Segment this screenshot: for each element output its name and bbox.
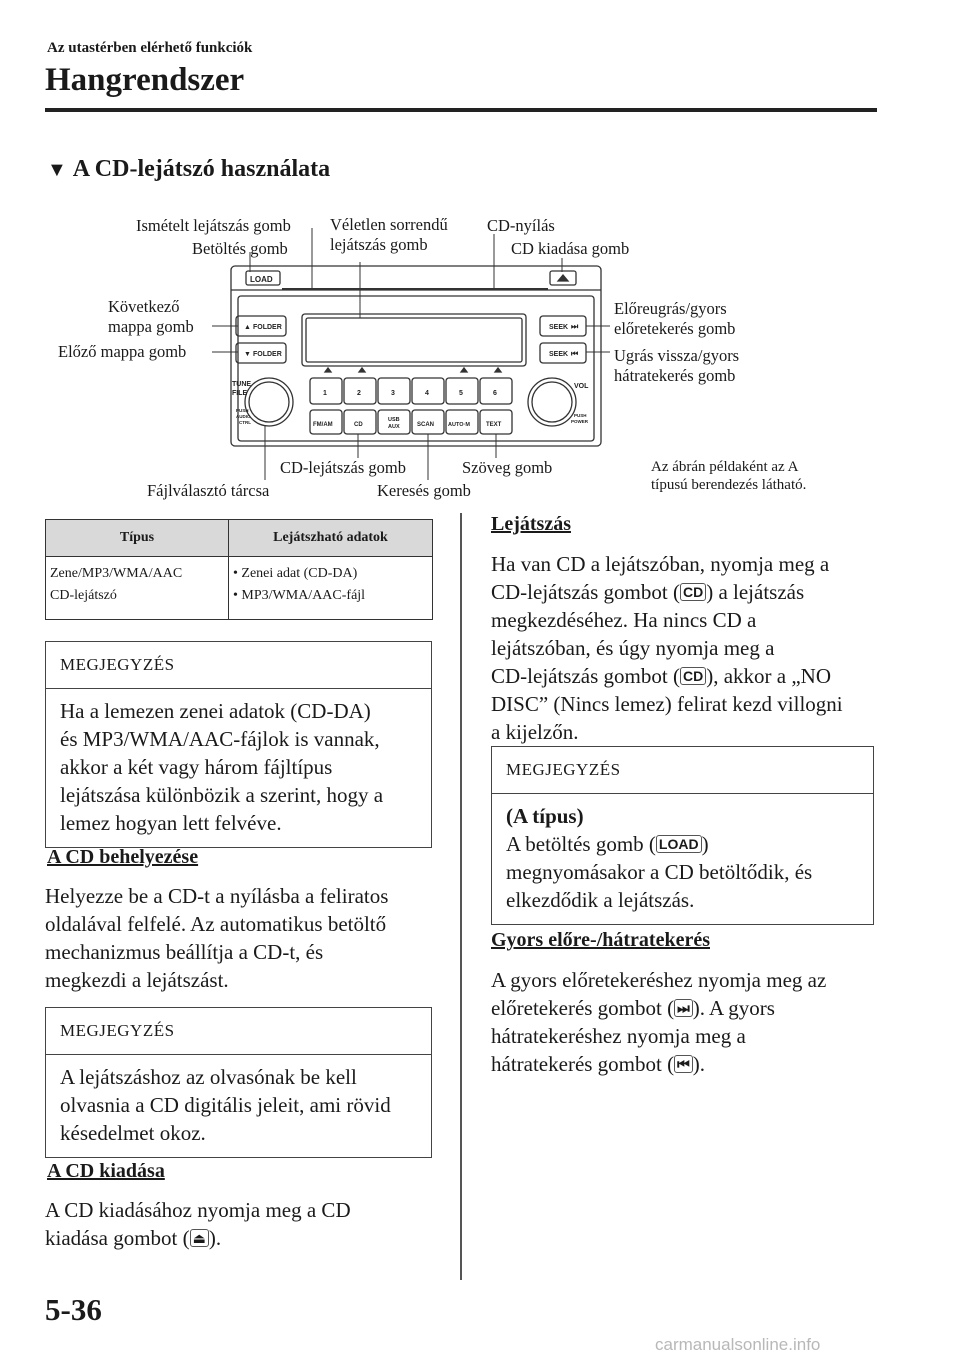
heading-play: Lejátszás bbox=[491, 513, 571, 535]
note-label: MEGJEGYZÉS bbox=[46, 1008, 431, 1055]
page-title: Hangrendszer bbox=[45, 62, 245, 98]
label-next-folder: Következő mappa gomb bbox=[108, 297, 194, 336]
svg-text:⏮: ⏮ bbox=[571, 349, 579, 358]
label-eject: CD kiadása gomb bbox=[511, 239, 630, 258]
next-track-icon: ⏭ bbox=[674, 999, 693, 1017]
page-number: 5-36 bbox=[45, 1292, 102, 1327]
device-preset-4: 4 bbox=[425, 390, 429, 397]
text-eject: A CD kiadásához nyomja meg a CD kiadása gombot ( ⏏ ). bbox=[45, 1198, 351, 1250]
device-text: TEXT bbox=[486, 422, 502, 428]
device-preset-2: 2 bbox=[357, 390, 361, 397]
cd-icon: CD bbox=[680, 583, 706, 601]
label-file-dial: Fájlválasztó tárcsa bbox=[147, 481, 270, 500]
watermark: carmanualsonline.info bbox=[655, 1335, 821, 1354]
figure-caption: Az ábrán példaként az A típusú berendezés látható. bbox=[651, 459, 807, 493]
playable-data-table bbox=[45, 519, 433, 620]
device-folder-up: ▲ bbox=[244, 324, 251, 331]
label-seek-fwd: Előreugrás/gyors előretekerés gomb bbox=[614, 299, 736, 338]
label-cd-play: CD-lejátszás gomb bbox=[280, 458, 407, 477]
text-play: Ha van CD a lejátszóban, nyomja meg a CD-lejátszás gombot ( CD ) a lejátszás megkezdéséhez. Ha nincs CD a lejátszóban, és úgy nyomja meg a CD-lejátszás gombot ( CD ), akkor a „NO DISC” (Nincs lemez) felirat kezd villogni a kijelzőn. bbox=[491, 552, 843, 744]
table-header-type: Típus bbox=[46, 520, 229, 557]
table-data-item: • MP3/WMA/AAC-fájl bbox=[233, 588, 366, 603]
device-seek-text-1: SEEK bbox=[549, 324, 569, 331]
note-box-2 bbox=[45, 1007, 432, 1158]
note-text: A lejátszáshoz az olvasónak be kell olvasnia a CD digitális jeleit, ami rövid késedelmet okoz. bbox=[60, 1065, 391, 1145]
radio-diagram bbox=[0, 0, 960, 520]
svg-text:▼: ▼ bbox=[244, 351, 251, 358]
svg-text:PUSH: PUSH bbox=[574, 413, 587, 418]
chapter-title: Az utastérben elérhető funkciók bbox=[47, 40, 253, 56]
label-text: Szöveg gomb bbox=[462, 458, 553, 477]
triangle-icon: ▼ bbox=[47, 159, 67, 181]
text-insert: Helyezze be a CD-t a nyílásba a feliratos oldalával felfelé. Az automatikus betöltő mechanizmus beállítja a CD-t, és megkezdi a lejátszást. bbox=[45, 884, 389, 992]
label-slot: CD-nyílás bbox=[487, 216, 555, 235]
device-autom: AUTO·M bbox=[448, 422, 470, 428]
device-folder-text-1: FOLDER bbox=[253, 324, 282, 331]
heading-insert: A CD behelyezése bbox=[47, 846, 199, 868]
svg-text:CTRL: CTRL bbox=[239, 420, 251, 425]
device-scan: SCAN bbox=[417, 422, 435, 428]
device-load-text: LOAD bbox=[250, 275, 273, 284]
svg-text:⏭: ⏭ bbox=[571, 322, 579, 331]
label-scan: Keresés gomb bbox=[377, 481, 471, 500]
device-folder-text-2: FOLDER bbox=[253, 351, 282, 358]
table-cell-type: Zene/MP3/WMA/AAC CD-lejátszó bbox=[46, 557, 229, 620]
device-preset-3: 3 bbox=[391, 390, 395, 397]
device-fmam: FM/AM bbox=[313, 422, 333, 428]
device-file-text: FILE bbox=[232, 390, 248, 397]
device-preset-5: 5 bbox=[459, 390, 463, 397]
device-cd: CD bbox=[354, 422, 363, 428]
device-vol-text: VOL bbox=[574, 383, 589, 390]
eject-icon: ⏏ bbox=[190, 1229, 209, 1247]
device-tune-text: TUNE bbox=[232, 381, 252, 388]
label-load: Betöltés gomb bbox=[192, 239, 288, 258]
heading-eject: A CD kiadása bbox=[47, 1160, 165, 1182]
heading-seek: Gyors előre-/hátratekerés bbox=[491, 929, 710, 951]
label-repeat: Ismételt lejátszás gomb bbox=[136, 216, 291, 235]
device-seek-text-2: SEEK bbox=[549, 351, 569, 358]
note-text: (A típus) A betöltés gomb ( LOAD ) megnyomásakor a CD betöltődik, és elkezdődik a lejátszás. bbox=[506, 804, 813, 912]
column-divider bbox=[460, 513, 462, 1280]
table-data-item: • Zenei adat (CD-DA) bbox=[233, 566, 358, 581]
table-header-data: Lejátszható adatok bbox=[229, 520, 433, 557]
svg-text:POWER: POWER bbox=[571, 419, 589, 424]
prev-track-icon: ⏮ bbox=[674, 1055, 693, 1073]
note-box-1 bbox=[45, 641, 432, 848]
note-label: MEGJEGYZÉS bbox=[46, 642, 431, 689]
load-icon: LOAD bbox=[656, 835, 702, 853]
section-title-text: A CD-lejátszó használata bbox=[72, 156, 331, 182]
text-seek: A gyors előretekeréshez nyomja meg az előretekerés gombot ( ⏭ ). A gyors hátratekeréshez nyomja meg a hátratekerés gombot ( ⏮ ). bbox=[491, 968, 827, 1076]
cd-icon: CD bbox=[680, 667, 706, 685]
note-subtitle: (A típus) bbox=[506, 804, 584, 828]
device-preset-6: 6 bbox=[493, 390, 497, 397]
device-preset-1: 1 bbox=[323, 390, 327, 397]
label-seek-back: Ugrás vissza/gyors hátratekerés gomb bbox=[614, 346, 740, 385]
note-label: MEGJEGYZÉS bbox=[492, 747, 873, 794]
svg-text:PUSH: PUSH bbox=[236, 408, 249, 413]
svg-text:USB: USB bbox=[388, 417, 400, 423]
note-text: Ha a lemezen zenei adatok (CD-DA) és MP3/WMA/AAC-fájlok is vannak, akkor a két vagy három fájltípus lejátszása különbözik a szerint, hogy a lemez hogyan lett felvéve. bbox=[60, 699, 384, 835]
label-prev-folder: Előző mappa gomb bbox=[58, 342, 187, 361]
svg-text:AUDIO: AUDIO bbox=[236, 414, 251, 419]
svg-text:AUX: AUX bbox=[388, 424, 400, 430]
label-random: Véletlen sorrendű lejátszás gomb bbox=[330, 215, 448, 254]
note-box-3 bbox=[491, 746, 874, 925]
table-cell-data bbox=[229, 557, 433, 620]
